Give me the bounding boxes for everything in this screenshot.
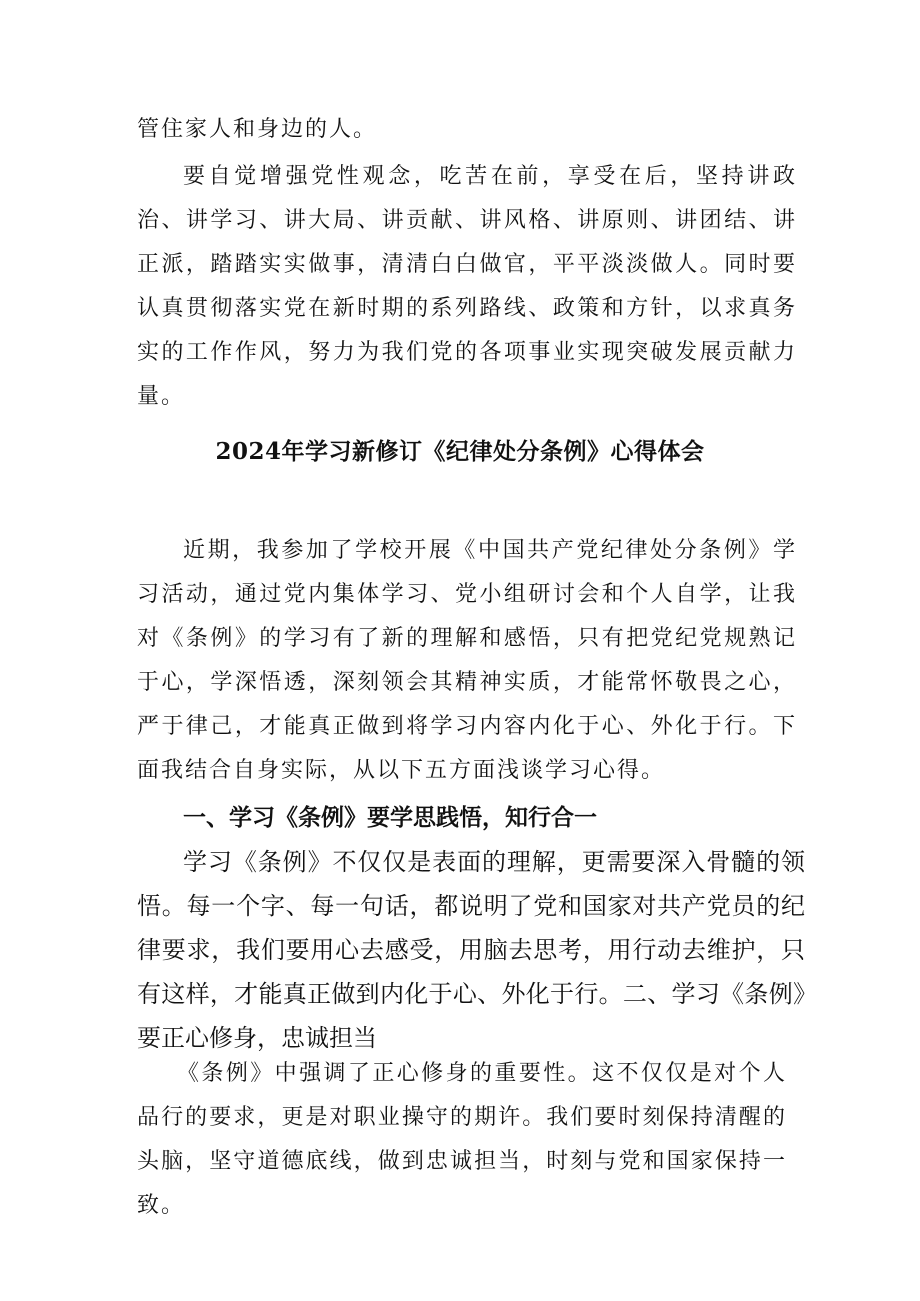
- body-paragraph-2: 近期，我参加了学校开展《中国共产党纪律处分条例》学习活动，通过党内集体学习、党小组研讨会和个人自学，让我对《条例》的学习有了新的理解和感悟，只有把党纪党规熟记于心，学深悟透，深刻领会其精神实质，才能常怀敬畏之心，严于律己，才能真正做到将学习内容内化于心、外化于行。下面我结合自身实际，从以下五方面浅谈学习心得。: [137, 538, 797, 783]
- body-paragraph-1: 要自觉增强党性观念，吃苦在前，享受在后，坚持讲政治、讲学习、讲大局、讲贡献、讲风格、讲原则、讲团结、讲正派，踏踏实实做事，清清白白做官，平平淡淡做人。同时要认真贯彻落实党在新时期的系列路线、政策和方针，以求真务实的工作作风，努力为我们党的各项事业实现突破发展贡献力量。: [137, 164, 797, 409]
- section-heading-1: 一、学习《条例》要学思践悟，知行合一: [183, 805, 597, 831]
- continuation-paragraph: 管住家人和身边的人。: [137, 117, 378, 142]
- document-title: 2024年学习新修订《纪律处分条例》心得体会: [215, 438, 705, 465]
- body-paragraph-3: 学习《条例》不仅仅是表面的理解，更需要深入骨髓的领悟。每一个字、每一句话，都说明了党和国家对共产党员的纪律要求，我们要用心去感受，用脑去思考，用行动去维护，只有这样，才能真正做到内化于心、外化于行。二、学习《条例》要正心修身，忠诚担当: [137, 848, 805, 1052]
- body-paragraph-4: 《条例》中强调了正心修身的重要性。这不仅仅是对个人品行的要求，更是对职业操守的期许。我们要时刻保持清醒的头脑，坚守道德底线，做到忠诚担当，时刻与党和国家保持一致。: [137, 1061, 787, 1218]
